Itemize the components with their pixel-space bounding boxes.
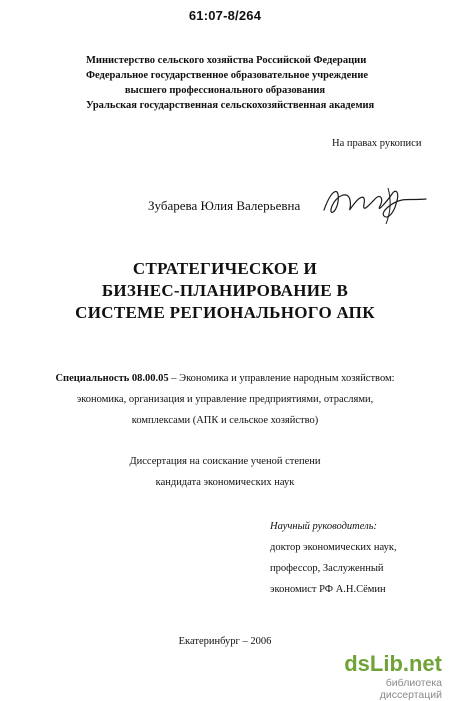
specialty-line: экономика, организация и управление предприятиями, отраслями, — [76, 394, 374, 405]
signature-image — [318, 180, 428, 225]
institution-line: высшего профессионального образования — [124, 85, 326, 96]
specialty-label: Специальность 08.00.05 — [55, 373, 169, 384]
signature-stroke — [324, 191, 426, 217]
institution-block — [0, 53, 450, 113]
academy-line: Уральская государственная сельскохозяйственная академия — [86, 100, 375, 111]
document-code: 61:07-8/264 — [188, 8, 262, 23]
rights-note: На правах рукописи — [332, 138, 422, 149]
watermark-brand[interactable]: dsLib.net — [344, 651, 442, 676]
specialty-block — [0, 368, 450, 431]
ministry-line: Министерство сельского хозяйства Российской Федерации — [86, 55, 367, 66]
degree-line: кандидата экономических наук — [155, 477, 295, 488]
title-line: СИСТЕМЕ РЕГИОНАЛЬНОГО АПК — [75, 303, 375, 322]
degree-block — [0, 451, 450, 493]
institution-line: Федеральное государственное образовательное учреждение — [86, 70, 369, 81]
author-name: Зубарева Юлия Валерьевна — [148, 198, 301, 213]
specialty-line — [0, 368, 450, 389]
supervisor-line: доктор экономических наук, — [270, 542, 397, 553]
title-line: БИЗНЕС-ПЛАНИРОВАНИЕ В — [101, 281, 349, 300]
title-line: СТРАТЕГИЧЕСКОЕ И — [132, 259, 318, 278]
supervisor-block — [270, 516, 397, 600]
supervisor-label: Научный руководитель: — [270, 521, 378, 532]
place-year: Екатеринбург – 2006 — [178, 636, 272, 647]
specialty-line: комплексами (АПК и сельское хозяйство) — [131, 415, 319, 426]
supervisor-line: экономист РФ А.Н.Сёмин — [270, 584, 386, 595]
watermark[interactable] — [326, 651, 442, 701]
watermark-tagline: библиотека диссертаций — [379, 677, 442, 701]
specialty-text: – Экономика и управление народным хозяйством: — [168, 373, 395, 384]
thesis-title — [0, 258, 450, 324]
degree-line: Диссертация на соискание ученой степени — [129, 456, 321, 467]
supervisor-line: профессор, Заслуженный — [270, 563, 384, 574]
